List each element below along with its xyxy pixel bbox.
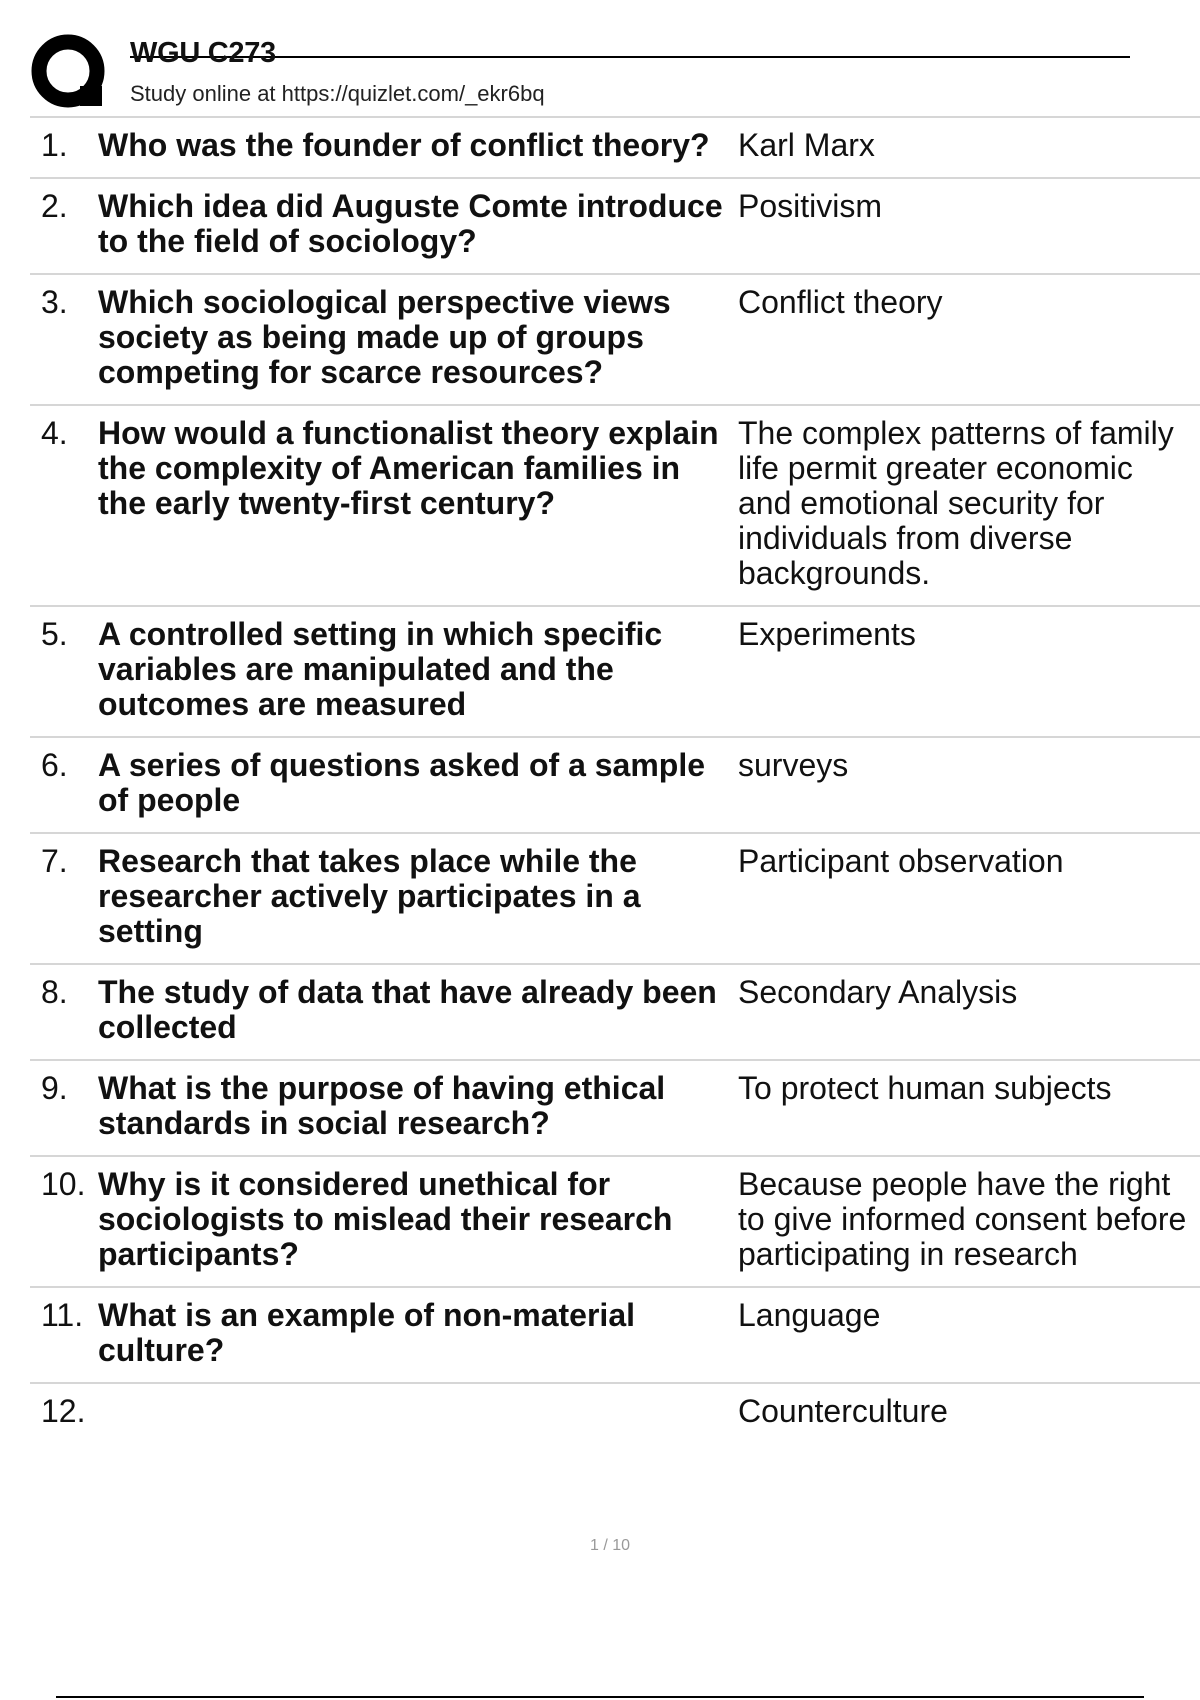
card-number: 3. [41,284,68,320]
card-definition: Experiments [738,616,916,652]
page-header [30,30,1190,114]
flashcard-row [30,1286,1200,1382]
card-term: Which sociological perspective views society as being made up of groups competing for scarce resources? [98,284,671,390]
quizlet-logo-icon [30,33,110,113]
deck-title: WGU C273 [130,37,276,69]
card-term: Which idea did Auguste Comte introduce to the field of sociology? [98,188,723,259]
card-number: 6. [41,747,68,783]
card-number: 1. [41,127,68,163]
card-definition: Counterculture [738,1393,948,1429]
card-term: What is an example of non-material culture? [98,1297,635,1368]
card-number: 11. [41,1297,84,1333]
card-definition: Secondary Analysis [738,974,1018,1010]
page-indicator: 1 / 10 [589,1537,631,1554]
card-term: A controlled setting in which specific variables are manipulated and the outcomes are measured [98,616,663,722]
flashcard-row [30,177,1200,273]
flashcard-row [30,404,1200,605]
card-term: The study of data that have already been collected [98,974,717,1045]
flashcard-row [30,1155,1200,1286]
footer-rule [56,1696,1144,1698]
card-definition: Because people have the right to give informed consent before participating in research [738,1166,1187,1272]
flashcard-row [30,605,1200,736]
card-number: 12. [41,1393,86,1429]
flashcard-row [30,1382,1200,1443]
card-term [98,1394,738,1429]
card-term: What is the purpose of having ethical standards in social research? [98,1070,666,1141]
card-term: Research that takes place while the researcher actively participates in a setting [98,843,641,949]
card-term: How would a functionalist theory explain the complexity of American families in the early twenty-first century? [98,415,719,521]
card-number: 9. [41,1070,68,1106]
card-definition: The complex patterns of family life permit greater economic and emotional security for individuals from diverse backgrounds. [738,415,1174,591]
card-number: 4. [41,415,68,451]
card-definition: Positivism [738,188,883,224]
flashcard-row [30,963,1200,1059]
card-number: 10. [41,1166,86,1202]
card-number: 7. [41,843,68,879]
flashcard-row [30,736,1200,832]
card-definition: surveys [738,747,849,783]
card-term: A series of questions asked of a sample of people [98,747,706,818]
flashcard-list [30,116,1200,1443]
flashcard-row [30,1059,1200,1155]
card-term: Why is it considered unethical for sociologists to mislead their research participants? [98,1166,673,1272]
card-number: 5. [41,616,68,652]
card-number: 8. [41,974,68,1010]
card-definition: Participant observation [738,843,1064,879]
card-definition: To protect human subjects [738,1070,1112,1106]
card-definition: Karl Marx [738,127,875,163]
card-definition: Language [738,1297,881,1333]
card-number: 2. [41,188,68,224]
title-rule [130,56,1130,58]
card-definition: Conflict theory [738,284,943,320]
card-term: Who was the founder of conflict theory? [98,127,710,163]
flashcard-row [30,273,1200,404]
study-link[interactable]: Study online at https://quizlet.com/_ekr6bq [130,81,545,106]
flashcard-row [30,832,1200,963]
flashcard-row [30,116,1200,177]
